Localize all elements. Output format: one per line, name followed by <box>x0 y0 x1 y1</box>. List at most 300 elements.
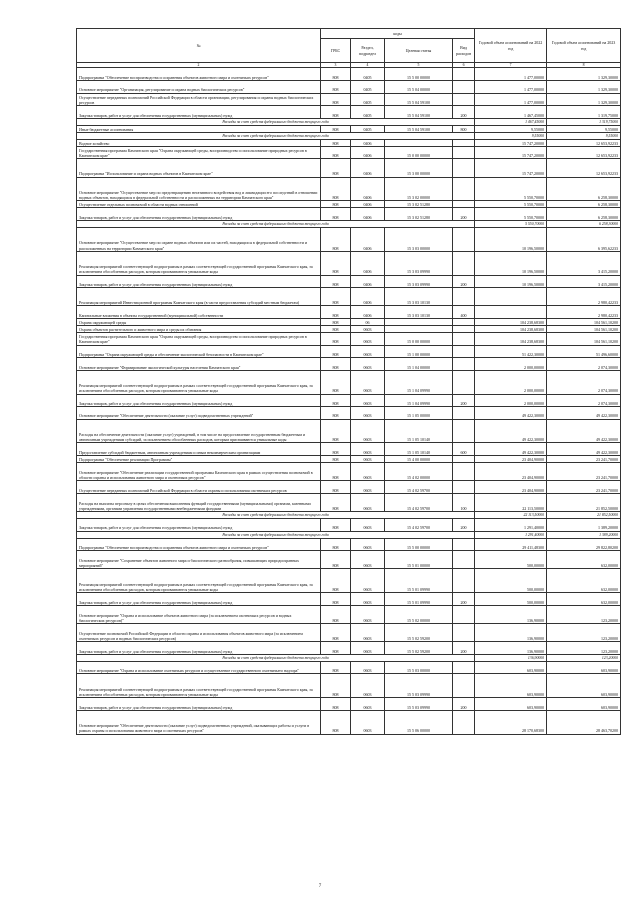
row-razdel: 0603 <box>351 358 385 371</box>
row-razdel: 0406 <box>351 159 385 177</box>
row-vr <box>453 177 475 201</box>
row-sum-2023: 1 319,75000 <box>547 118 621 125</box>
row-sum-2022: 1 477,00000 <box>475 81 547 94</box>
row-razdel: 0603 <box>351 674 385 698</box>
row-razdel: 0603 <box>351 345 385 358</box>
row-vr: 200 <box>453 642 475 655</box>
row-vr <box>453 370 475 394</box>
row-vr: 200 <box>453 698 475 711</box>
note-row <box>77 531 621 538</box>
row-grbs: 808 <box>321 275 351 288</box>
row-sum-2023: 51 496,60000 <box>547 345 621 358</box>
row-razdel: 0603 <box>351 605 385 623</box>
row-name: Капитальные вложения в объекты государственной (муниципальной) собственности <box>77 306 321 319</box>
row-sum-2022: 15 747,20000 <box>475 159 547 177</box>
row-grbs: 808 <box>321 345 351 358</box>
table-row <box>77 288 621 306</box>
row-name: Реализация мероприятий соответствующей подпрограммы в рамках соответствующей государственной программы Камчатского края, за исключением обособленных расходов, которым присваиваются уникальные коды <box>77 370 321 394</box>
row-razdel: 0603 <box>351 710 385 734</box>
row-name: Закупка товаров, работ и услуг для обеспечения государственных (муниципальных) нужд <box>77 208 321 221</box>
row-csr: 15 3 03 10130 <box>385 288 453 306</box>
row-csr: 15 4 00 00000 <box>385 456 453 463</box>
row-name: Подпрограмма "Охрана окружающей среды и обеспечение экологической безопасности в Камчатском крае" <box>77 345 321 358</box>
row-name: Подпрограмма "Использование и охрана водных объектов в Камчатском крае" <box>77 159 321 177</box>
row-sum-2022: 23 404,90000 <box>475 456 547 463</box>
column-index: 4 <box>351 63 385 68</box>
table-row <box>77 332 621 345</box>
row-vr <box>453 456 475 463</box>
column-index: 6 <box>453 63 475 68</box>
row-razdel: 0406 <box>351 139 385 146</box>
row-sum-2022: 104 238,68300 <box>475 325 547 332</box>
row-sum-2022: 603,90000 <box>475 661 547 674</box>
row-sum-2022: 136,90000 <box>475 654 547 661</box>
row-sum-2022: 5 550,70000 <box>475 220 547 227</box>
row-grbs: 808 <box>321 318 351 325</box>
row-grbs: 808 <box>321 106 351 119</box>
table-row <box>77 481 621 494</box>
table-row <box>77 642 621 655</box>
row-vr <box>453 710 475 734</box>
header-csr: Целевая статья <box>385 39 453 63</box>
row-csr: 15 3 03 10130 <box>385 306 453 319</box>
row-razdel: 0603 <box>351 593 385 606</box>
row-csr: 15 5 02 00000 <box>385 605 453 623</box>
table-row <box>77 419 621 443</box>
row-csr <box>385 318 453 325</box>
row-sum-2022: 603,90000 <box>475 698 547 711</box>
row-vr <box>453 345 475 358</box>
row-csr: 15 5 02 59200 <box>385 624 453 642</box>
row-csr: 15 1 04 09990 <box>385 370 453 394</box>
header-sum-2022: Годовой объем ассигнований на 2022 год <box>475 29 547 63</box>
row-grbs: 808 <box>321 674 351 698</box>
row-grbs: 808 <box>321 624 351 642</box>
row-razdel: 0405 <box>351 125 385 132</box>
row-vr <box>453 358 475 371</box>
row-razdel: 0603 <box>351 569 385 593</box>
row-csr: 15 4 02 59700 <box>385 493 453 511</box>
table-row <box>77 569 621 593</box>
row-sum-2023: 123,20000 <box>547 624 621 642</box>
row-name: Охрана окружающей среды <box>77 318 321 325</box>
row-name: Основное мероприятие "Обеспечение реализации государственной программы Камчатского края в рамках осуществления полномочий в области охраны и использования животного мира и охотничьих ресурсов" <box>77 463 321 481</box>
row-csr: 15 5 03 09990 <box>385 674 453 698</box>
row-sum-2022: 2 000,00000 <box>475 358 547 371</box>
row-sum-2023: 123,20000 <box>547 605 621 623</box>
row-razdel: 0603 <box>351 481 385 494</box>
row-sum-2022: 136,90000 <box>475 642 547 655</box>
row-grbs: 808 <box>321 177 351 201</box>
row-grbs: 808 <box>321 146 351 159</box>
budget-page <box>76 28 620 735</box>
row-name: Охрана объектов растительного и животного мира и среды их обитания <box>77 325 321 332</box>
row-sum-2023: 1 389,20000 <box>547 519 621 532</box>
row-vr <box>453 481 475 494</box>
row-name: Основное мероприятие "Осуществление мер по охране водных объектов или их частей, находящихся в федеральной собственности и расположенных на территории Камчатского края" <box>77 227 321 251</box>
row-razdel: 0405 <box>351 81 385 94</box>
row-csr: 15 3 00 00000 <box>385 159 453 177</box>
row-sum-2022: 5 550,70000 <box>475 208 547 221</box>
row-name: Расходы за счет средств федерального бюджета текущего года <box>77 654 475 661</box>
table-row <box>77 177 621 201</box>
table-row <box>77 456 621 463</box>
row-name: Закупка товаров, работ и услуг для обеспечения государственных (муниципальных) нужд <box>77 519 321 532</box>
row-razdel: 0603 <box>351 493 385 511</box>
row-sum-2022: 9,55000 <box>475 132 547 139</box>
header-number: № <box>77 29 321 63</box>
row-csr: 15 5 04 59100 <box>385 106 453 119</box>
row-sum-2023: 21 852,50000 <box>547 512 621 519</box>
table-row <box>77 358 621 371</box>
row-sum-2023: 23 241,70000 <box>547 463 621 481</box>
row-csr: 15 3 03 00000 <box>385 227 453 251</box>
row-sum-2022: 29 411,48300 <box>475 538 547 551</box>
row-vr <box>453 674 475 698</box>
table-row <box>77 519 621 532</box>
row-csr: 15 4 02 59700 <box>385 481 453 494</box>
row-sum-2023: 632,00000 <box>547 551 621 569</box>
row-razdel: 0603 <box>351 551 385 569</box>
row-sum-2022 <box>475 306 547 319</box>
row-sum-2022: 2 000,00000 <box>475 370 547 394</box>
row-csr: 15 4 02 00000 <box>385 463 453 481</box>
row-grbs: 808 <box>321 698 351 711</box>
row-sum-2022: 10 196,50000 <box>475 227 547 251</box>
row-name: Расходы за счет средств федерального бюджета текущего года <box>77 531 475 538</box>
row-grbs: 808 <box>321 139 351 146</box>
row-sum-2023: 23 241,70000 <box>547 456 621 463</box>
row-name: Основное мероприятие "Обеспечение деятельности (оказание услуг) подведомственных учреждений, оказывающих работы и услуги в рамках охраны и использования животного мира и охотничьих ресурсов" <box>77 710 321 734</box>
row-vr <box>453 251 475 275</box>
row-sum-2022: 1 467,45000 <box>475 118 547 125</box>
row-name: Расходы за счет средств федерального бюджета текущего года <box>77 512 475 519</box>
row-grbs: 808 <box>321 481 351 494</box>
row-csr: 15 1 00 00000 <box>385 345 453 358</box>
row-vr <box>453 288 475 306</box>
row-csr: 15 1 05 00000 <box>385 407 453 420</box>
row-name: Основное мероприятие "Обеспечение деятельности (оказание услуг) подведомственных учреждений" <box>77 407 321 420</box>
row-sum-2022: 49 422,30000 <box>475 419 547 443</box>
row-name: Иные бюджетные ассигнования <box>77 125 321 132</box>
row-sum-2023: 2 980,42233 <box>547 288 621 306</box>
row-sum-2023: 2 074,30000 <box>547 358 621 371</box>
row-csr: 15 3 02 51280 <box>385 201 453 208</box>
row-name: Реализация мероприятий соответствующей подпрограммы в рамках соответствующей государственной программы Камчатского края, за исключением обособленных расходов, которым присваиваются уникальные коды <box>77 674 321 698</box>
row-csr: 15 3 02 51280 <box>385 208 453 221</box>
row-vr <box>453 463 475 481</box>
row-vr: 200 <box>453 394 475 407</box>
row-razdel: 0603 <box>351 419 385 443</box>
row-sum-2023: 1 329,30000 <box>547 68 621 81</box>
row-razdel: 0603 <box>351 407 385 420</box>
table-row <box>77 275 621 288</box>
row-csr: 15 1 05 10140 <box>385 419 453 443</box>
row-name: Основное мероприятие "Охрана и использование объектов животного мира (за исключением охотничьих ресурсов и водных биологических ресурсов)" <box>77 605 321 623</box>
row-razdel: 0603 <box>351 332 385 345</box>
row-name: Основное мероприятие "Сохранение объектов животного мира и биологического разнообразия, повышающих природоохранных мероприятий" <box>77 551 321 569</box>
table-row <box>77 710 621 734</box>
row-grbs: 808 <box>321 227 351 251</box>
row-razdel: 0603 <box>351 642 385 655</box>
row-sum-2023: 49 422,30000 <box>547 407 621 420</box>
row-name: Осуществление отдельных полномочий в области водных отношений <box>77 201 321 208</box>
row-sum-2022: 51 422,30000 <box>475 345 547 358</box>
table-row <box>77 624 621 642</box>
row-csr: 15 5 01 00000 <box>385 551 453 569</box>
row-razdel: 0603 <box>351 443 385 456</box>
table-row <box>77 394 621 407</box>
row-grbs: 808 <box>321 463 351 481</box>
row-csr: 15 5 03 00000 <box>385 661 453 674</box>
row-vr <box>453 227 475 251</box>
row-name: Осуществление переданных полномочий Российской Федерации в области охраны и использования охотничьих ресурсов <box>77 481 321 494</box>
table-row <box>77 463 621 481</box>
row-grbs: 808 <box>321 93 351 106</box>
row-sum-2022: 10 196,50000 <box>475 275 547 288</box>
row-csr: 15 5 00 00000 <box>385 538 453 551</box>
row-sum-2023: 3 415,20000 <box>547 251 621 275</box>
table-row <box>77 318 621 325</box>
row-grbs: 808 <box>321 419 351 443</box>
row-vr <box>453 318 475 325</box>
row-vr: 200 <box>453 106 475 119</box>
table-row <box>77 345 621 358</box>
row-name: Осуществление переданных полномочий Российской Федерации в области организации, регулирования и охраны водных биологических ресурсов <box>77 93 321 106</box>
row-csr: 15 5 03 09990 <box>385 698 453 711</box>
row-csr: 15 1 04 00000 <box>385 358 453 371</box>
row-sum-2023: 632,00000 <box>547 569 621 593</box>
row-csr: 15 5 06 00000 <box>385 710 453 734</box>
table-row <box>77 370 621 394</box>
row-razdel: 0406 <box>351 288 385 306</box>
row-sum-2023: 1 389,20000 <box>547 531 621 538</box>
row-csr: 15 0 00 00000 <box>385 146 453 159</box>
row-razdel: 0603 <box>351 538 385 551</box>
row-name: Предоставление субсидий бюджетным, автономным учреждениям и иным некоммерческим организациям <box>77 443 321 456</box>
table-row <box>77 68 621 81</box>
row-grbs: 808 <box>321 288 351 306</box>
table-row <box>77 106 621 119</box>
row-name: Закупка товаров, работ и услуг для обеспечения государственных (муниципальных) нужд <box>77 698 321 711</box>
row-sum-2022: 500,00000 <box>475 593 547 606</box>
row-csr: 15 1 04 09990 <box>385 394 453 407</box>
row-sum-2023: 12 653,92233 <box>547 139 621 146</box>
row-csr: 15 3 03 09990 <box>385 251 453 275</box>
column-index: 7 <box>475 63 547 68</box>
row-razdel: 0406 <box>351 306 385 319</box>
row-vr <box>453 81 475 94</box>
row-razdel: 0405 <box>351 93 385 106</box>
row-grbs: 808 <box>321 208 351 221</box>
row-sum-2022: 2 000,00000 <box>475 394 547 407</box>
table-row <box>77 325 621 332</box>
row-vr <box>453 624 475 642</box>
table-row <box>77 698 621 711</box>
row-name: Подпрограмма "Обеспечение воспроизводства и сохранения объектов животного мира и охотничьих ресурсов" <box>77 68 321 81</box>
row-grbs: 808 <box>321 569 351 593</box>
row-name: Закупка товаров, работ и услуг для обеспечения государственных (муниципальных) нужд <box>77 275 321 288</box>
row-sum-2023: 123,20000 <box>547 654 621 661</box>
row-razdel: 0406 <box>351 275 385 288</box>
row-name: Закупка товаров, работ и услуг для обеспечения государственных (муниципальных) нужд <box>77 642 321 655</box>
row-grbs: 808 <box>321 325 351 332</box>
row-vr <box>453 551 475 569</box>
row-vr: 200 <box>453 593 475 606</box>
row-grbs: 808 <box>321 68 351 81</box>
table-row <box>77 443 621 456</box>
row-sum-2023: 6 395,62233 <box>547 227 621 251</box>
table-row <box>77 201 621 208</box>
row-razdel: 0603 <box>351 661 385 674</box>
row-razdel: 0406 <box>351 251 385 275</box>
table-row <box>77 551 621 569</box>
row-grbs: 808 <box>321 456 351 463</box>
row-name: Основное мероприятие "Организация, регулирование и охрана водных биологических ресурсов" <box>77 81 321 94</box>
row-sum-2022: 104 238,68300 <box>475 332 547 345</box>
row-csr: 15 5 01 09990 <box>385 593 453 606</box>
row-sum-2023: 23 241,70000 <box>547 481 621 494</box>
row-sum-2022: 28 170,68300 <box>475 710 547 734</box>
row-sum-2022: 136,90000 <box>475 605 547 623</box>
row-razdel: 0406 <box>351 227 385 251</box>
row-csr <box>385 325 453 332</box>
table-row <box>77 407 621 420</box>
row-vr <box>453 68 475 81</box>
row-razdel: 0603 <box>351 698 385 711</box>
row-sum-2023: 6 258,30000 <box>547 208 621 221</box>
row-grbs: 808 <box>321 306 351 319</box>
row-vr: 200 <box>453 208 475 221</box>
row-sum-2023: 603,90000 <box>547 674 621 698</box>
table-row <box>77 159 621 177</box>
row-grbs: 808 <box>321 407 351 420</box>
row-name: Закупка товаров, работ и услуг для обеспечения государственных (муниципальных) нужд <box>77 593 321 606</box>
row-sum-2023: 29 822,80200 <box>547 538 621 551</box>
row-razdel: 0603 <box>351 519 385 532</box>
row-csr: 15 5 04 00000 <box>385 81 453 94</box>
table-header <box>77 29 621 68</box>
row-vr <box>453 407 475 420</box>
row-vr <box>453 201 475 208</box>
row-name: Реализация мероприятий Инвестиционной программы Камчатского края (в части предоставления субсидий местным бюджетам) <box>77 288 321 306</box>
row-sum-2022: 104 238,68300 <box>475 318 547 325</box>
row-grbs: 808 <box>321 394 351 407</box>
row-csr <box>385 139 453 146</box>
column-index: 5 <box>385 63 453 68</box>
row-vr: 200 <box>453 519 475 532</box>
row-name: Реализация мероприятий соответствующей подпрограммы в рамках соответствующей государственной программы Камчатского края, за исключением обособленных расходов, которым присваиваются уникальные коды <box>77 251 321 275</box>
row-razdel: 0603 <box>351 325 385 332</box>
row-sum-2023: 1 329,30000 <box>547 81 621 94</box>
row-sum-2023: 632,00000 <box>547 593 621 606</box>
row-grbs: 808 <box>321 443 351 456</box>
row-name: Основное мероприятие "Осуществление мер по предотвращению негативного воздействия вод и ликвидации его последствий в отношении водных объектов, находящихся в федеральной собственности и расположенных на территории Камчатского края" <box>77 177 321 201</box>
row-sum-2022: 49 422,30000 <box>475 407 547 420</box>
row-sum-2022: 15 747,20000 <box>475 146 547 159</box>
row-name: Основное мероприятие "Охрана и использование охотничьих ресурсов и осуществление государственного охотничьего надзора" <box>77 661 321 674</box>
table-row <box>77 538 621 551</box>
row-sum-2022 <box>475 288 547 306</box>
table-body <box>77 68 621 734</box>
row-name: Государственная программа Камчатского края "Охрана окружающей среды, воспроизводство и использование природных ресурсов в Камчатском крае" <box>77 332 321 345</box>
note-row <box>77 118 621 125</box>
row-sum-2023: 12 653,92233 <box>547 159 621 177</box>
row-razdel: 0603 <box>351 370 385 394</box>
table-row <box>77 493 621 511</box>
row-sum-2023: 6 258,30000 <box>547 201 621 208</box>
row-sum-2023: 2 074,30000 <box>547 370 621 394</box>
row-sum-2022: 603,90000 <box>475 674 547 698</box>
row-csr: 15 0 00 00000 <box>385 332 453 345</box>
row-sum-2023: 104 561,10200 <box>547 325 621 332</box>
table-row <box>77 146 621 159</box>
table-row <box>77 674 621 698</box>
header-codes: коды <box>321 29 475 39</box>
row-sum-2023: 3 415,20000 <box>547 275 621 288</box>
row-razdel: 0603 <box>351 394 385 407</box>
note-row <box>77 220 621 227</box>
row-razdel: 0603 <box>351 456 385 463</box>
row-name: Расходы за счет средств федерального бюджета текущего года <box>77 118 475 125</box>
row-razdel: 0603 <box>351 624 385 642</box>
note-row <box>77 132 621 139</box>
row-grbs: 808 <box>321 251 351 275</box>
row-name: Государственная программа Камчатского края "Охрана окружающей среды, воспроизводство и использование природных ресурсов в Камчатском крае" <box>77 146 321 159</box>
header-razdel: Раздел, подраздел <box>351 39 385 63</box>
row-grbs: 808 <box>321 332 351 345</box>
row-sum-2022: 500,00000 <box>475 569 547 593</box>
row-sum-2023: 9,55000 <box>547 132 621 139</box>
row-razdel: 0405 <box>351 68 385 81</box>
row-name: Реализация мероприятий соответствующей подпрограммы в рамках соответствующей государственной программы Камчатского края, за исключением обособленных расходов, которым присваиваются уникальные коды <box>77 569 321 593</box>
row-vr <box>453 139 475 146</box>
row-razdel: 0405 <box>351 106 385 119</box>
row-name: Расходы на выплаты персоналу в целях обеспечения выполнения функций государственными (муниципальными) органами, казенными учреждениями, органами управления государственными внебюджетными фондами <box>77 493 321 511</box>
note-row <box>77 654 621 661</box>
row-grbs: 808 <box>321 642 351 655</box>
row-csr: 15 4 02 59700 <box>385 519 453 532</box>
row-csr: 15 5 00 00000 <box>385 68 453 81</box>
row-name: Осуществление полномочий Российской Федерации в области охраны и использования объектов животного мира (за исключением охотничьих ресурсов и водных биологических ресурсов) <box>77 624 321 642</box>
row-grbs: 808 <box>321 551 351 569</box>
row-razdel: 0406 <box>351 201 385 208</box>
column-index: 2 <box>77 63 321 68</box>
row-sum-2023: 2 074,30000 <box>547 394 621 407</box>
table-row <box>77 605 621 623</box>
row-sum-2022: 22 113,50000 <box>475 512 547 519</box>
row-sum-2023: 603,90000 <box>547 661 621 674</box>
row-name: Расходы на обеспечение деятельности (оказание услуг) учреждений, в том числе на предоставление государственным бюджетным и автономным учреждениям субсидий, за исключением обособленных расходов, которым присваиваются уникальные коды <box>77 419 321 443</box>
row-sum-2023: 2 980,42233 <box>547 306 621 319</box>
table-row <box>77 125 621 132</box>
row-sum-2022: 5 550,70000 <box>475 201 547 208</box>
row-name: Водное хозяйство <box>77 139 321 146</box>
row-sum-2022: 49 422,30000 <box>475 443 547 456</box>
row-csr: 15 3 03 09990 <box>385 275 453 288</box>
table-row <box>77 227 621 251</box>
budget-table <box>76 28 621 735</box>
row-grbs: 808 <box>321 370 351 394</box>
row-sum-2023: 1 319,75000 <box>547 106 621 119</box>
row-razdel: 0603 <box>351 463 385 481</box>
row-vr <box>453 146 475 159</box>
column-index: 8 <box>547 63 621 68</box>
table-row <box>77 661 621 674</box>
table-row <box>77 251 621 275</box>
row-sum-2022: 500,00000 <box>475 551 547 569</box>
row-name: Подпрограмма "Обеспечение реализации Программы" <box>77 456 321 463</box>
